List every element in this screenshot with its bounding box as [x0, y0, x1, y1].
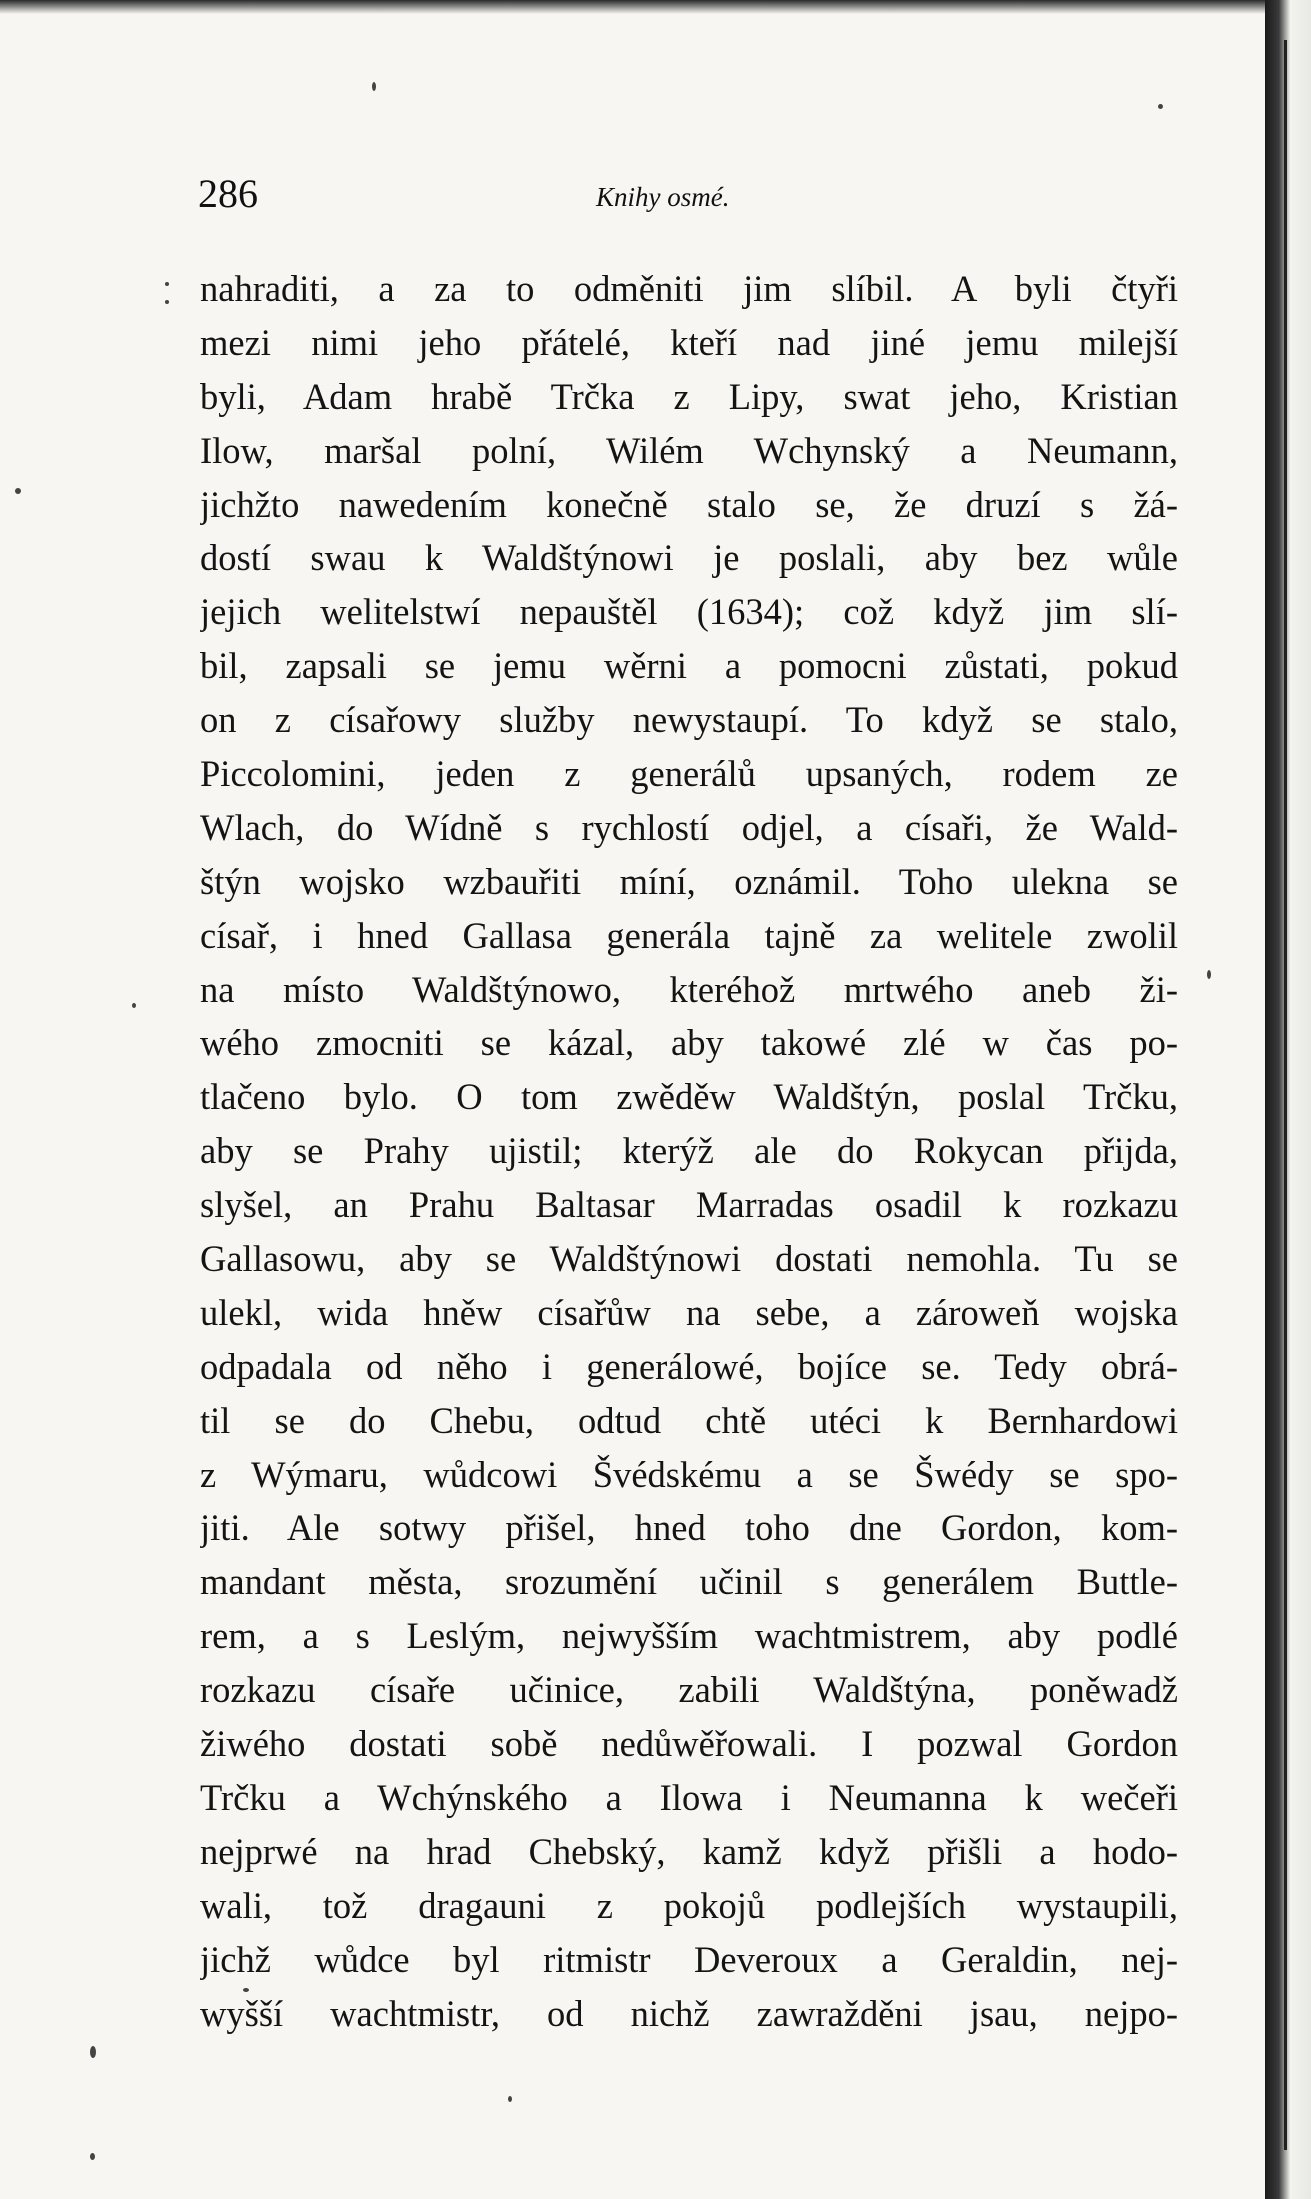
text-line: žiwého dostati sobě nedůwěřowali. I pozwal Gordon — [200, 1723, 1178, 1765]
scan-speck — [1158, 104, 1163, 109]
text-line: dostí swau k Waldštýnowi je poslali, aby bez wůle — [200, 537, 1178, 579]
text-line: mezi nimi jeho přátelé, kteří nad jiné jemu milejší — [200, 321, 1178, 363]
text-line: Trčku a Wchýnského a Ilowa i Neumanna k wečeři — [200, 1776, 1178, 1818]
text-line: nahraditi, a za to odměniti jim slíbil. A byli čtyři — [200, 268, 1178, 309]
scan-speck — [15, 488, 21, 494]
text-line: Wlach, do Wídně s rychlostí odjel, a císaři, že Wald- — [200, 806, 1178, 848]
text-line: jejich welitelstwí nepauštěl (1634); což když jim slí- — [200, 591, 1178, 633]
scan-speck — [372, 82, 376, 91]
scan-speck — [90, 2046, 96, 2058]
text-line: jichž wůdce byl ritmistr Deveroux a Geraldin, nej- — [200, 1938, 1178, 1980]
text-line: til se do Chebu, odtud chtě utéci k Bernhardowi — [200, 1399, 1178, 1441]
scan-top-shadow — [0, 0, 1265, 14]
text-line: tlačeno bylo. O tom zwěděw Waldštýn, poslal Trčku, — [200, 1076, 1178, 1118]
text-line: na místo Waldštýnowo, kteréhož mrtwého aneb ži- — [200, 968, 1178, 1010]
scan-speck — [165, 300, 169, 304]
page-edge-line — [1284, 40, 1287, 2150]
scan-speck — [508, 2096, 512, 2102]
text-line: on z císařowy služby newystaupí. To když se stalo, — [200, 699, 1178, 741]
text-line: císař, i hned Gallasa generála tajně za welitele zwolil — [200, 914, 1178, 956]
text-line: Piccolomini, jeden z generálů upsaných, rodem ze — [200, 753, 1178, 795]
text-line: Ilow, maršal polní, Wilém Wchynský a Neumann, — [200, 429, 1178, 471]
scan-speck — [165, 282, 169, 286]
text-line: štýn wojsko wzbauřiti míní, oznámil. Toho ulekna se — [200, 860, 1178, 902]
scan-speck — [90, 2153, 95, 2160]
page-header — [198, 170, 1198, 230]
scan-speck — [243, 1988, 249, 1992]
body-text — [200, 262, 1178, 2040]
text-line: Gallasowu, aby se Waldštýnowi dostati nemohla. Tu se — [200, 1238, 1178, 1280]
text-line: wali, tož dragauni z pokojů podlejších wystaupili, — [200, 1884, 1178, 1926]
text-line: wyšší wachtmistr, od nichž zawražděni jsau, nejpo- — [200, 1992, 1178, 2034]
text-line: rem, a s Leslým, nejwyšším wachtmistrem, aby podlé — [200, 1615, 1178, 1657]
text-line: slyšel, an Prahu Baltasar Marradas osadil k rozkazu — [200, 1184, 1178, 1226]
page-edge — [1265, 0, 1311, 2199]
text-line: rozkazu císaře učinice, zabili Waldštýna, poněwadž — [200, 1669, 1178, 1711]
running-head: Knihy osmé. — [596, 182, 730, 212]
text-line: ulekl, wida hněw císařůw na sebe, a zároweň wojska — [200, 1291, 1178, 1333]
scan-speck — [132, 1003, 136, 1008]
text-line: wého zmocniti se kázal, aby takowé zlé w čas po- — [200, 1022, 1178, 1064]
scan-speck — [1207, 970, 1211, 979]
text-line: mandant města, srozumění učinil s generálem Buttle- — [200, 1561, 1178, 1603]
page-number: 286 — [198, 171, 258, 216]
text-line: byli, Adam hrabě Trčka z Lipy, swat jeho, Kristian — [200, 375, 1178, 417]
text-line: jiti. Ale sotwy přišel, hned toho dne Gordon, kom- — [200, 1507, 1178, 1549]
text-line: nejprwé na hrad Chebský, kamž když přišli a hodo- — [200, 1830, 1178, 1872]
text-line: z Wýmaru, wůdcowi Švédskému a se Šwédy se spo- — [200, 1453, 1178, 1495]
text-line: bil, zapsali se jemu wěrni a pomocni zůstati, pokud — [200, 645, 1178, 687]
text-line: aby se Prahy ujistil; kterýž ale do Rokycan přijda, — [200, 1130, 1178, 1172]
text-line: jichžto nawedením konečně stalo se, že druzí s žá- — [200, 483, 1178, 525]
text-line: odpadala od něho i generálowé, bojíce se. Tedy obrá- — [200, 1345, 1178, 1387]
